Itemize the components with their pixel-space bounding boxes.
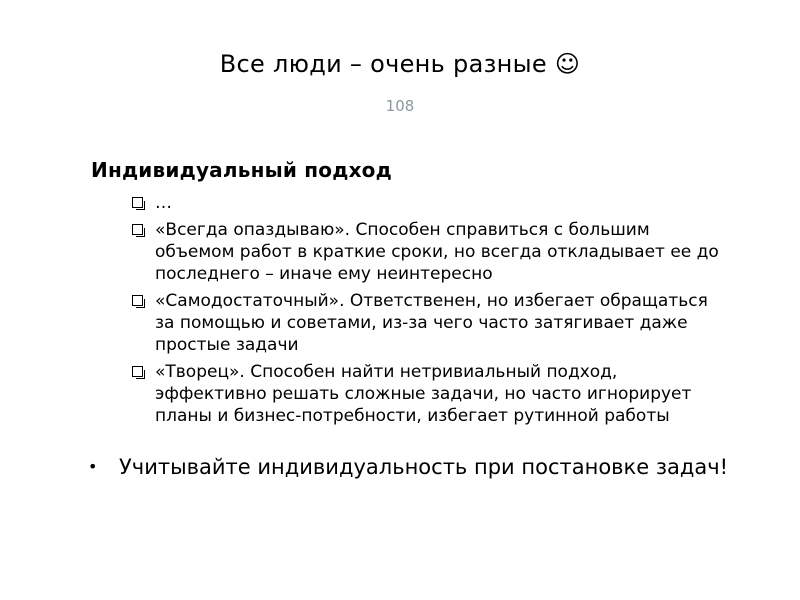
summary-text: Учитывайте индивидуальность при постановке задач! <box>119 455 729 479</box>
list-item <box>131 361 731 427</box>
page-number: 108 <box>385 97 415 115</box>
checkbox-bullet-icon <box>132 366 143 377</box>
list-item-text: «Самодостаточный». Ответственен, но избегает обращаться за помощью и советами, из-за чего часто затягивает даже простые задачи <box>155 291 708 355</box>
checkbox-bullet-icon <box>132 224 143 235</box>
list-item-text: … <box>155 193 172 213</box>
list-item <box>131 192 731 214</box>
section-heading: Индивидуальный подход <box>91 158 392 182</box>
list-item <box>131 219 731 285</box>
bullet-dot-icon: • <box>88 457 98 476</box>
list-item-text: «Творец». Способен найти нетривиальный подход, эффективно решать сложные задачи, но часто игнорирует планы и бизнес-потребности, избегает рутинной работы <box>155 362 692 426</box>
checkbox-list <box>131 192 731 432</box>
checkbox-bullet-icon <box>132 197 143 208</box>
slide-title: Все люди – очень разные ☺ <box>219 50 581 78</box>
list-item-text: «Всегда опаздываю». Способен справиться с большим объемом работ в краткие сроки, но всегда откладывает ее до последнего – иначе ему неинтересно <box>155 220 719 284</box>
checkbox-bullet-icon <box>132 295 143 306</box>
list-item <box>131 290 731 356</box>
